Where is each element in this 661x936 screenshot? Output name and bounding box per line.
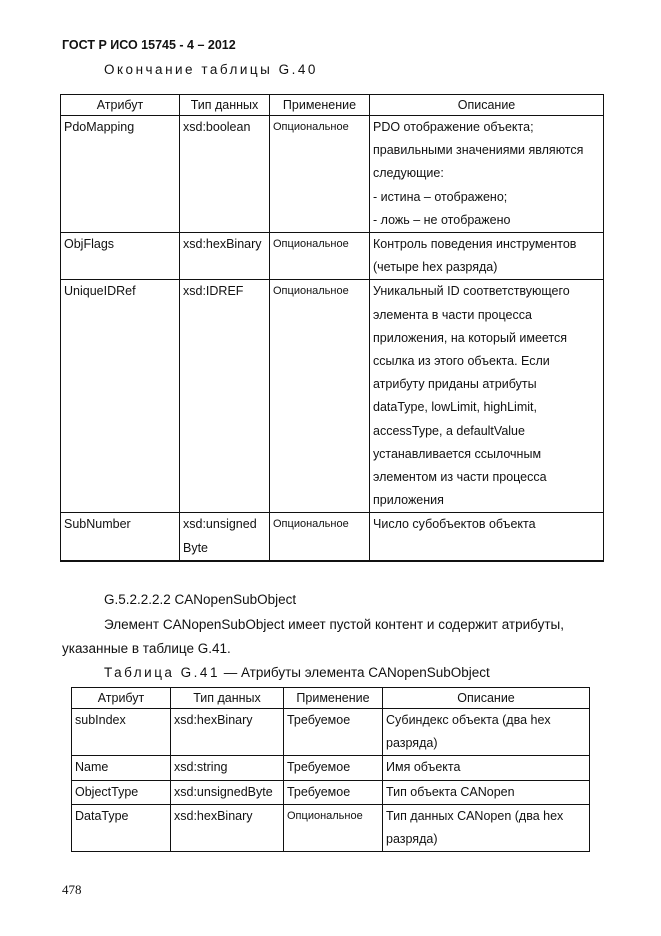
col-header-description: Описание bbox=[370, 95, 604, 116]
col-header-attribute: Атрибут bbox=[72, 688, 171, 709]
cell-description-line: Уникальный ID соответствующего bbox=[373, 284, 570, 299]
table-row bbox=[72, 780, 590, 804]
cell-attribute: Name bbox=[72, 756, 171, 780]
section-heading: G.5.2.2.2.2 CANopenSubObject bbox=[104, 592, 297, 607]
table-g41-body bbox=[72, 709, 590, 852]
cell-description-line: Субиндекс объекта (два hex bbox=[386, 713, 551, 727]
table-row bbox=[61, 116, 604, 233]
cell-datatype bbox=[180, 513, 270, 561]
cell-description-line: dataType, lowLimit, highLimit, bbox=[373, 400, 537, 415]
table-g41-caption-text: — Атрибуты элемента CANopenSubObject bbox=[219, 665, 490, 680]
cell-datatype bbox=[180, 233, 270, 280]
cell-description-line: Тип данных CANopen (два hex bbox=[386, 808, 564, 823]
paragraph-line-2: указанные в таблице G.41. bbox=[62, 641, 231, 656]
cell-description bbox=[370, 233, 604, 280]
cell-description-line: - ложь – не отображено bbox=[373, 212, 511, 227]
cell-description bbox=[383, 709, 590, 756]
cell-usage: Опциональное bbox=[270, 116, 370, 233]
cell-description-line: PDO отображение объекта; bbox=[373, 120, 534, 134]
table-row bbox=[61, 280, 604, 513]
table-g41-caption bbox=[104, 665, 490, 680]
table-header-row bbox=[61, 95, 604, 116]
cell-datatype-line: xsd:IDREF bbox=[183, 284, 244, 299]
cell-datatype-line: xsd:unsigned bbox=[183, 517, 257, 532]
page-number: 478 bbox=[62, 882, 82, 897]
cell-description-line: устанавливается ссылочным bbox=[373, 446, 542, 461]
cell-datatype: xsd:unsignedByte bbox=[171, 780, 284, 804]
cell-attribute: subIndex bbox=[72, 709, 171, 756]
cell-description-line: элементом из части процесса bbox=[373, 470, 547, 485]
col-header-usage: Применение bbox=[284, 688, 383, 709]
cell-usage: Требуемое bbox=[284, 756, 383, 780]
col-header-attribute: Атрибут bbox=[61, 95, 180, 116]
cell-attribute: ObjFlags bbox=[61, 233, 180, 280]
cell-description bbox=[383, 756, 590, 780]
cell-description-line: элемента в части процесса bbox=[373, 307, 532, 322]
cell-description bbox=[383, 804, 590, 851]
cell-description-line: приложения, на который имеется bbox=[373, 330, 568, 345]
table-g41 bbox=[71, 687, 590, 852]
document-header: ГОСТ Р ИСО 15745 - 4 – 2012 bbox=[62, 38, 236, 52]
cell-datatype-line: xsd:hexBinary bbox=[183, 237, 262, 252]
col-header-description: Описание bbox=[383, 688, 590, 709]
table-g41-caption-label: Таблица G.41 bbox=[104, 665, 220, 680]
cell-datatype: xsd:hexBinary bbox=[171, 804, 284, 851]
cell-description-line: accessType, а defaultValue bbox=[373, 423, 525, 438]
cell-attribute: SubNumber bbox=[61, 513, 180, 561]
table-g40-body bbox=[61, 116, 604, 561]
cell-description-line: (четыре hex разряда) bbox=[373, 260, 498, 275]
cell-description-line: следующие: bbox=[373, 166, 444, 181]
table-g40 bbox=[60, 94, 604, 562]
cell-attribute: PdoMapping bbox=[61, 116, 180, 233]
cell-description-line: Тип объекта CANopen bbox=[386, 784, 515, 799]
cell-description bbox=[383, 780, 590, 804]
col-header-datatype: Тип данных bbox=[171, 688, 284, 709]
cell-datatype-line: xsd:boolean bbox=[183, 120, 251, 134]
cell-usage: Опциональное bbox=[284, 804, 383, 851]
cell-attribute: ObjectType bbox=[72, 780, 171, 804]
cell-usage: Опциональное bbox=[270, 513, 370, 561]
cell-description-line: приложения bbox=[373, 493, 444, 508]
cell-datatype bbox=[180, 280, 270, 513]
cell-description-line: разряда) bbox=[386, 736, 438, 751]
cell-datatype: xsd:string bbox=[171, 756, 284, 780]
cell-description-line: атрибуту приданы атрибуты bbox=[373, 377, 537, 392]
cell-usage: Требуемое bbox=[284, 780, 383, 804]
cell-description bbox=[370, 280, 604, 513]
table-header-row bbox=[72, 688, 590, 709]
cell-description-line: разряда) bbox=[386, 832, 438, 847]
cell-attribute: DataType bbox=[72, 804, 171, 851]
cell-description-line: Имя объекта bbox=[386, 760, 461, 775]
cell-datatype bbox=[180, 116, 270, 233]
cell-description-line: Число субобъектов объекта bbox=[373, 517, 536, 532]
table-row bbox=[72, 804, 590, 851]
table-row bbox=[72, 709, 590, 756]
table-row bbox=[72, 756, 590, 780]
cell-datatype: xsd:hexBinary bbox=[171, 709, 284, 756]
cell-usage: Опциональное bbox=[270, 280, 370, 513]
cell-description-line: ссылка из этого объекта. Если bbox=[373, 354, 550, 369]
cell-attribute: UniqueIDRef bbox=[61, 280, 180, 513]
cell-usage: Требуемое bbox=[284, 709, 383, 756]
cell-description bbox=[370, 513, 604, 561]
cell-description bbox=[370, 116, 604, 233]
cell-description-line: правильными значениями являются bbox=[373, 143, 584, 158]
col-header-datatype: Тип данных bbox=[180, 95, 270, 116]
cell-description-line: Контроль поведения инструментов bbox=[373, 237, 577, 252]
table-row bbox=[61, 233, 604, 280]
col-header-usage: Применение bbox=[270, 95, 370, 116]
cell-usage: Опциональное bbox=[270, 233, 370, 280]
table-row bbox=[61, 513, 604, 561]
paragraph-line-1: Элемент CANopenSubObject имеет пустой контент и содержит атрибуты, bbox=[104, 617, 564, 632]
cell-datatype-line: Byte bbox=[183, 540, 209, 555]
table-g40-caption: Окончание таблицы G.40 bbox=[104, 62, 318, 77]
cell-description-line: - истина – отображено; bbox=[373, 189, 508, 204]
